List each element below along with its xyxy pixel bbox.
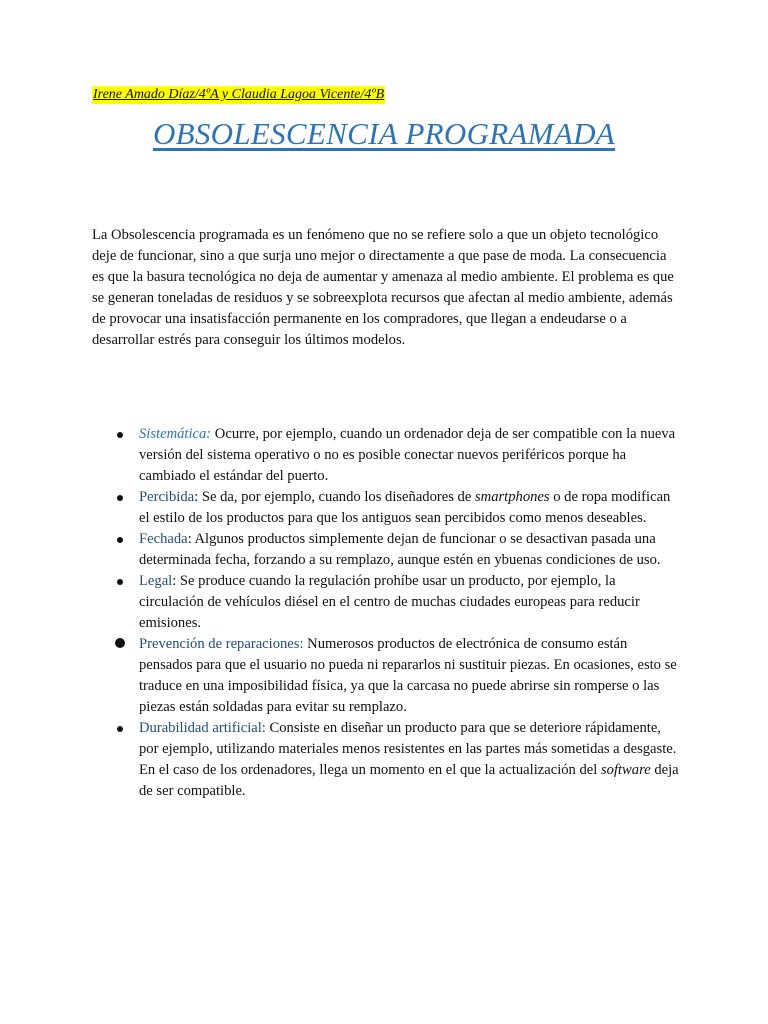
term-label: Fechada xyxy=(139,531,188,547)
term-label: Sistemática: xyxy=(139,426,212,442)
list-item-durabilidad xyxy=(92,718,682,802)
item-text: Numerosos productos de electrónica de consumo están pensados para que el usuario no pueda ni repararlos ni sustituir piezas. En ocasiones, esto se traduce en una imposibilidad física, ya que la carcasa no puede abrirse sin romperse o las piezas están soldadas para evitar su remplazo. xyxy=(139,636,677,715)
item-text: : Se da, por ejemplo, cuando los diseñadores de xyxy=(194,489,475,505)
authors-line: Irene Amado Díaz/4ºA y Claudia Lagoa Vicente/4ºB xyxy=(93,87,385,102)
list-item-sistematica xyxy=(92,424,682,487)
bullet-icon xyxy=(117,495,123,501)
intro-paragraph: La Obsolescencia programada es un fenómeno que no se refiere solo a que un objeto tecnológico deje de funcionar, sino a que surja uno mejor o directamente a que pase de moda. La consecuencia es que la basura tecnológica no deja de aumentar y amenaza al medio ambiente. El problema es que se generan toneladas de residuos y se sobreexplota recursos que afectan al medio ambiente, además de provocar una insatisfacción permanente en los compradores, que llegan a endeudarse o a desarrollar estrés para conseguir los últimos modelos. xyxy=(92,227,674,348)
item-text: : Se produce cuando la regulación prohíbe usar un producto, por ejemplo, la circulación de vehículos diésel en el centro de muchas ciudades europeas para reducir emisiones. xyxy=(139,573,640,631)
item-text: o de ropa modifican el estilo de los productos para que los antiguos sean percibidos como menos deseables. xyxy=(139,489,671,526)
term-label: Prevención de reparaciones: xyxy=(139,636,304,652)
bullet-icon xyxy=(117,432,123,438)
term-label: Legal xyxy=(139,573,173,589)
list-item-percibida xyxy=(92,487,682,529)
bullet-icon xyxy=(115,638,125,648)
term-label: Durabilidad artificial: xyxy=(139,720,266,736)
bullet-icon xyxy=(117,726,123,732)
item-text: deja de ser compatible. xyxy=(139,762,679,799)
item-text: Consiste en diseñar un producto para que se deteriore rápidamente, por ejemplo, utilizando materiales menos resistentes en las partes más sometidas a desgaste. En el caso de los ordenadores, llega un momento en el que la actualización del xyxy=(139,720,677,778)
item-emphasis: smartphones xyxy=(474,489,550,505)
item-text: : Algunos productos simplemente dejan de funcionar o se desactivan pasada una determinada fecha, forzando a su remplazo, aunque estén en ybuenas condiciones de uso. xyxy=(139,531,661,568)
bullet-icon xyxy=(117,537,123,543)
list-item-prevencion xyxy=(92,634,682,718)
bullet-icon xyxy=(117,579,123,585)
list-item-legal xyxy=(92,571,682,634)
item-text: Ocurre, por ejemplo, cuando un ordenador deja de ser compatible con la nueva versión del sistema operativo o no es posible conectar nuevos periféricos porque ha cambiado el estándar del puerto. xyxy=(139,426,676,484)
document-title: OBSOLESCENCIA PROGRAMADA xyxy=(152,116,616,151)
list-item-fechada xyxy=(92,529,682,571)
term-label: Percibida xyxy=(139,489,195,505)
obsolescence-types-list xyxy=(92,424,682,802)
item-emphasis: software xyxy=(600,762,651,778)
